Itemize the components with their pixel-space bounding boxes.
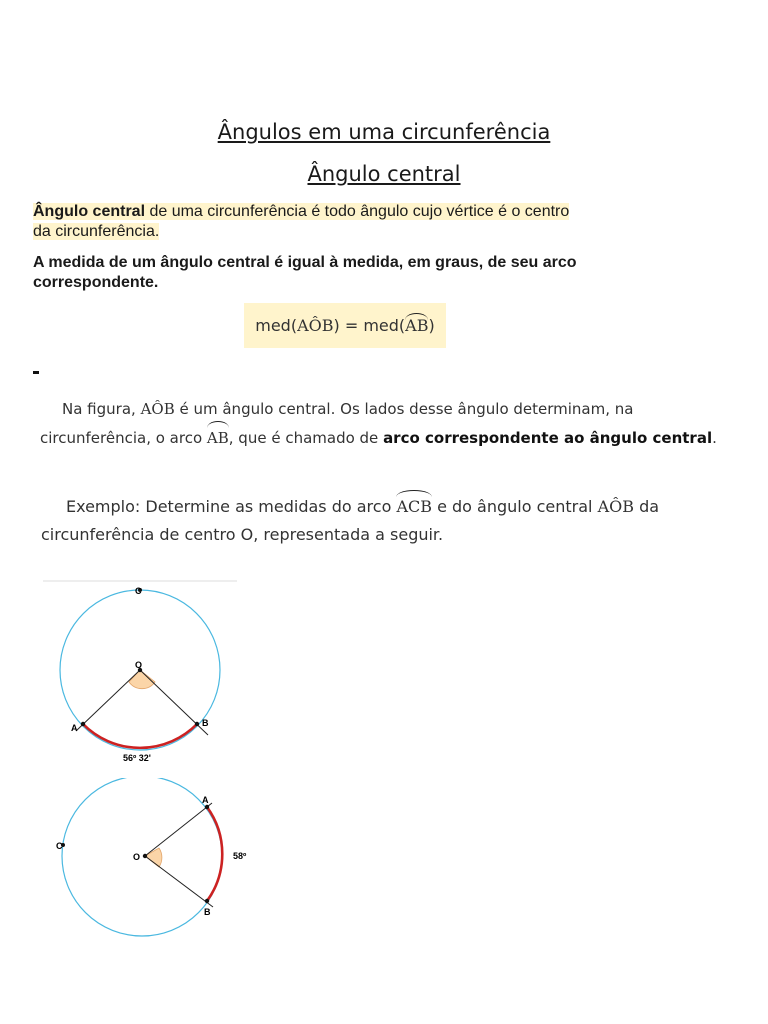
figure-text-5: . xyxy=(712,429,717,447)
figure-description xyxy=(40,395,717,453)
statement-line2: correspondente. xyxy=(33,274,159,291)
example-text-2: e do ângulo central xyxy=(432,497,598,516)
arc-ab-1 xyxy=(83,724,197,748)
definition-term: Ângulo central xyxy=(33,203,146,220)
definition-text-line2: da circunferência. xyxy=(33,223,160,240)
formula-equals-med: ) = med( xyxy=(333,316,406,335)
label-a-1: A xyxy=(71,723,78,733)
central-angle-wedge-1 xyxy=(129,670,155,689)
statement-line1: A medida de um ângulo central é igual à medida, em graus, de seu arco xyxy=(33,254,577,271)
point-a-2 xyxy=(205,805,209,809)
label-o-2: O xyxy=(133,852,141,862)
page-title: Ângulos em uma circunferência xyxy=(217,120,551,144)
definition-text: de uma circunferência é todo ângulo cujo vértice é o centro xyxy=(145,203,570,220)
circle-2 xyxy=(62,778,222,936)
statement xyxy=(33,253,577,293)
label-b-2: B xyxy=(204,907,211,917)
formula-angle: AÔB xyxy=(297,316,334,335)
point-o-2 xyxy=(143,854,147,858)
figure-bold-term: arco correspondente ao ângulo central xyxy=(383,429,713,447)
radius-ob-2 xyxy=(145,856,213,907)
figure-text-2: é um ângulo central. Os lados desse ângulo determinam, na xyxy=(174,400,634,418)
figure-text-1: Na figura, xyxy=(62,400,141,418)
definition xyxy=(33,202,569,242)
figure-text-4: , que é chamado de xyxy=(228,429,384,447)
label-c-2: C xyxy=(56,841,63,851)
arc-measure-1: 56º 32' xyxy=(123,753,151,763)
figure-arc: AB xyxy=(207,424,229,453)
example-angle: AÔB xyxy=(597,497,635,516)
example-arc: ACB xyxy=(396,493,432,521)
point-b-1 xyxy=(195,722,199,726)
formula-arc: AB xyxy=(405,316,429,335)
radius-oa-1 xyxy=(76,670,140,731)
example xyxy=(41,493,659,549)
diagram-2 xyxy=(40,778,260,938)
formula-box xyxy=(244,303,446,348)
diagram-1 xyxy=(40,575,240,770)
arc-measure-2: 58º xyxy=(233,851,247,861)
label-a-2: A xyxy=(202,795,209,805)
dash-mark xyxy=(33,371,39,374)
point-b-2 xyxy=(205,899,209,903)
example-text-3: da xyxy=(634,497,660,516)
figure-text-3: circunferência, o arco xyxy=(40,429,207,447)
point-a-1 xyxy=(81,722,85,726)
example-line2: circunferência de centro O, representada a seguir. xyxy=(41,525,444,544)
label-o-1: O xyxy=(135,660,143,670)
formula-close: ) xyxy=(428,316,435,335)
section-title: Ângulo central xyxy=(307,162,461,186)
example-text-1: Exemplo: Determine as medidas do arco xyxy=(66,497,397,516)
label-c-1: C xyxy=(135,586,142,596)
radius-oa-2 xyxy=(145,803,212,856)
arc-ab-2 xyxy=(207,807,222,901)
formula-med-left: med( xyxy=(255,316,298,335)
label-b-1: B xyxy=(202,718,209,728)
figure-angle: AÔB xyxy=(140,400,175,418)
